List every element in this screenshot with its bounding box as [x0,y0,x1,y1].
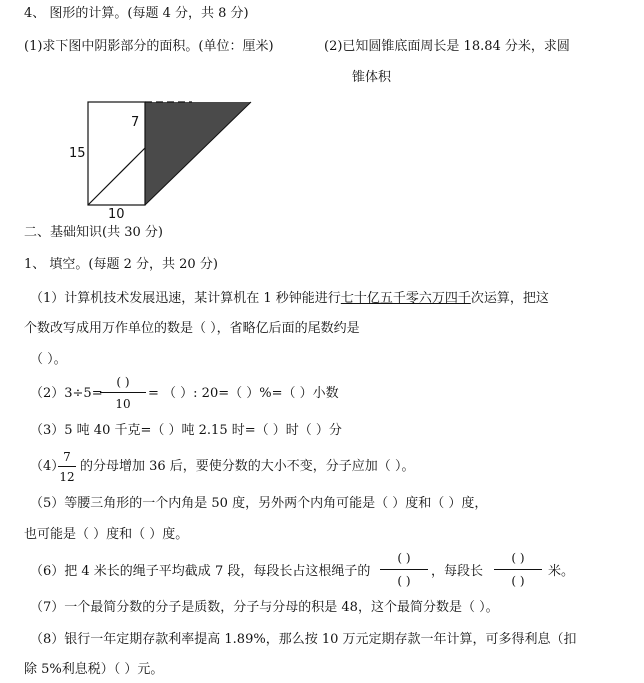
basic-knowledge-title: 二、基础知识(共 30 分) [24,225,163,240]
segment-label: 7 [131,115,140,130]
item-2-prefix: （2）3÷5= [30,386,103,401]
item-6-prefix: （6）把 4 米长的绳子平均截成 7 段，每段长占这根绳子的 [30,564,371,579]
section-4-title: 4、 图形的计算。(每题 4 分，共 8 分) [24,6,249,21]
figure-question-1: (1)求下图中阴影部分的面积。(单位：厘米) [24,39,274,54]
fraction-denominator: ( ) [397,574,411,588]
item-7: （7）一个最简分数的分子是质数，分子与分母的积是 48，这个最简分数是（ ）。 [30,600,499,615]
item-4-rest: 的分母增加 36 后，要使分数的大小不变，分子应加（ ）。 [80,459,415,474]
fraction-numerator: 7 [63,450,71,464]
item-6-fraction-1 [380,552,428,588]
number-in-words: 七十亿五千零六万四千 [340,291,471,306]
item-8-line1: （8）银行一年定期存款利率提高 1.89%，那么按 10 万元定期存款一年计算，可多得利息（扣 [30,632,577,647]
item-4-prefix: （4） [30,459,65,474]
fraction-denominator: 12 [59,470,75,484]
item-6-fraction-2 [494,552,542,588]
item-3: （3）5 吨 40 千克=（ ）吨 2.15 时=（ ）时（ ）分 [30,423,342,438]
item-8-line2: 除 5%利息税）（ ）元。 [24,662,164,677]
item-6-suffix: 米。 [548,564,575,579]
fraction-numerator: ( ) [116,375,130,389]
item-2-rest: = （ ）: 20=（ ）%=（ ）小数 [148,386,339,401]
item-2-fraction [100,376,146,410]
item-6-middle: ，每段长 [431,564,484,579]
height-label: 15 [69,146,86,161]
item-5-line2: 也可能是（ ）度和（ ）度。 [24,527,189,542]
fraction-denominator: ( ) [511,574,525,588]
fraction-numerator: ( ) [397,551,411,565]
cone-question-line1: (2)已知圆锥底面周长是 18.84 分米，求圆 [324,39,570,54]
fill-in-title: 1、 填空。(每题 2 分，共 20 分) [24,257,218,272]
cone-question-line2: 锥体积 [352,70,392,85]
item-1-line1: （1）计算机技术发展迅速，某计算机在 1 秒钟能进行七十亿五千零六万四千次运算，把这 [30,291,549,306]
diagonal-line [88,148,145,205]
shaded-area-figure [0,0,300,230]
item-5-line1: （5）等腰三角形的一个内角是 50 度，另外两个内角可能是（ ）度和（ ）度， [30,496,488,511]
base-label: 10 [108,207,125,222]
fraction-denominator: 10 [115,397,131,411]
item-1-line2: 个数改写成用万作单位的数是（ ），省略亿后面的尾数约是 [24,321,360,336]
item-1-line3: （ ）。 [30,352,67,367]
item-4-fraction [58,451,76,483]
fraction-numerator: ( ) [511,551,525,565]
